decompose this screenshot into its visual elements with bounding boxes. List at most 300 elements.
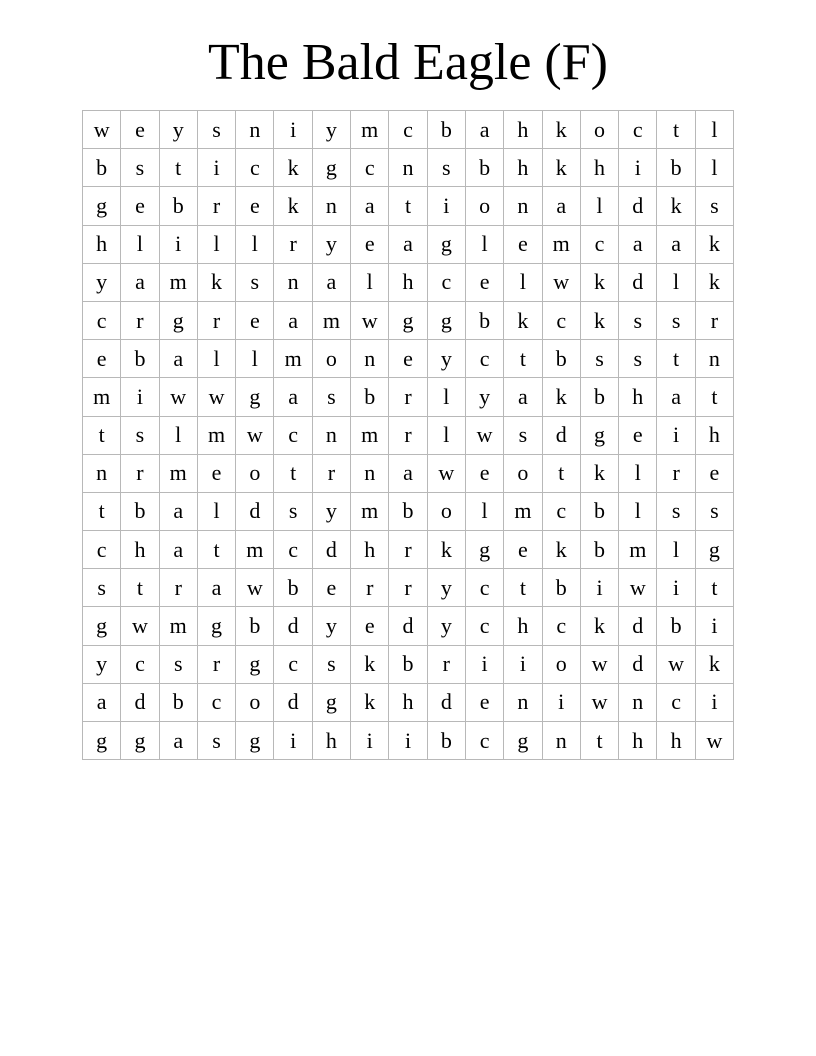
- grid-cell: i: [197, 149, 235, 187]
- grid-cell: n: [542, 722, 580, 760]
- grid-row: [83, 454, 734, 492]
- grid-cell: n: [351, 340, 389, 378]
- grid-cell: o: [465, 187, 503, 225]
- grid-cell: g: [197, 607, 235, 645]
- grid-cell: g: [580, 416, 618, 454]
- grid-cell: l: [197, 340, 235, 378]
- grid-cell: c: [465, 722, 503, 760]
- grid-cell: m: [159, 607, 197, 645]
- grid-cell: b: [274, 569, 312, 607]
- grid-cell: h: [389, 683, 427, 721]
- grid-cell: b: [427, 722, 465, 760]
- grid-row: [83, 301, 734, 339]
- grid-cell: b: [83, 149, 121, 187]
- grid-cell: b: [389, 492, 427, 530]
- grid-cell: w: [427, 454, 465, 492]
- grid-cell: n: [312, 416, 350, 454]
- grid-cell: c: [197, 683, 235, 721]
- grid-body: [83, 111, 734, 760]
- grid-cell: b: [580, 378, 618, 416]
- grid-cell: r: [121, 454, 159, 492]
- grid-cell: h: [619, 378, 657, 416]
- grid-cell: h: [351, 531, 389, 569]
- grid-cell: m: [351, 111, 389, 149]
- grid-cell: w: [542, 263, 580, 301]
- grid-cell: d: [274, 607, 312, 645]
- grid-cell: m: [542, 225, 580, 263]
- grid-cell: m: [351, 492, 389, 530]
- grid-cell: r: [657, 454, 695, 492]
- grid-cell: l: [504, 263, 542, 301]
- grid-cell: s: [504, 416, 542, 454]
- grid-cell: r: [389, 416, 427, 454]
- grid-cell: h: [695, 416, 733, 454]
- grid-cell: m: [274, 340, 312, 378]
- grid-cell: s: [197, 722, 235, 760]
- grid-cell: o: [312, 340, 350, 378]
- grid-cell: c: [389, 111, 427, 149]
- grid-cell: b: [389, 645, 427, 683]
- grid-cell: h: [504, 149, 542, 187]
- grid-cell: a: [159, 531, 197, 569]
- grid-cell: y: [427, 569, 465, 607]
- grid-cell: d: [236, 492, 274, 530]
- grid-cell: i: [657, 569, 695, 607]
- grid-cell: b: [427, 111, 465, 149]
- grid-cell: g: [427, 225, 465, 263]
- grid-cell: e: [465, 683, 503, 721]
- grid-cell: n: [504, 683, 542, 721]
- grid-cell: b: [542, 569, 580, 607]
- grid-cell: m: [504, 492, 542, 530]
- grid-cell: r: [197, 645, 235, 683]
- grid-cell: t: [695, 378, 733, 416]
- grid-cell: y: [465, 378, 503, 416]
- grid-cell: l: [197, 225, 235, 263]
- grid-cell: g: [427, 301, 465, 339]
- grid-cell: l: [121, 225, 159, 263]
- grid-cell: i: [274, 722, 312, 760]
- grid-cell: g: [389, 301, 427, 339]
- grid-cell: c: [236, 149, 274, 187]
- grid-cell: e: [236, 187, 274, 225]
- grid-cell: o: [542, 645, 580, 683]
- grid-cell: c: [542, 492, 580, 530]
- grid-cell: m: [159, 454, 197, 492]
- grid-cell: i: [695, 607, 733, 645]
- grid-cell: y: [427, 340, 465, 378]
- grid-cell: s: [83, 569, 121, 607]
- grid-cell: b: [580, 492, 618, 530]
- grid-cell: d: [312, 531, 350, 569]
- grid-cell: b: [121, 340, 159, 378]
- grid-cell: i: [159, 225, 197, 263]
- grid-cell: k: [580, 263, 618, 301]
- grid-cell: m: [619, 531, 657, 569]
- grid-cell: a: [389, 454, 427, 492]
- grid-cell: a: [121, 263, 159, 301]
- grid-cell: g: [83, 722, 121, 760]
- grid-cell: s: [159, 645, 197, 683]
- grid-cell: d: [619, 263, 657, 301]
- grid-cell: e: [312, 569, 350, 607]
- grid-row: [83, 722, 734, 760]
- grid-cell: k: [542, 531, 580, 569]
- grid-cell: b: [465, 149, 503, 187]
- grid-cell: m: [83, 378, 121, 416]
- grid-cell: s: [121, 149, 159, 187]
- grid-cell: b: [236, 607, 274, 645]
- grid-cell: t: [695, 569, 733, 607]
- grid-cell: i: [351, 722, 389, 760]
- grid-cell: r: [312, 454, 350, 492]
- grid-cell: r: [389, 569, 427, 607]
- grid-row: [83, 683, 734, 721]
- grid-cell: l: [580, 187, 618, 225]
- grid-cell: e: [504, 531, 542, 569]
- grid-cell: k: [695, 645, 733, 683]
- grid-cell: k: [504, 301, 542, 339]
- grid-cell: a: [351, 187, 389, 225]
- grid-cell: s: [312, 645, 350, 683]
- grid-cell: l: [695, 111, 733, 149]
- grid-cell: g: [465, 531, 503, 569]
- grid-cell: l: [197, 492, 235, 530]
- grid-cell: r: [197, 301, 235, 339]
- grid-row: [83, 111, 734, 149]
- grid-cell: t: [83, 416, 121, 454]
- grid-cell: l: [695, 149, 733, 187]
- grid-cell: m: [159, 263, 197, 301]
- grid-cell: w: [159, 378, 197, 416]
- grid-cell: t: [657, 111, 695, 149]
- grid-cell: t: [542, 454, 580, 492]
- grid-cell: n: [312, 187, 350, 225]
- grid-cell: b: [657, 149, 695, 187]
- grid-cell: g: [504, 722, 542, 760]
- grid-cell: a: [159, 492, 197, 530]
- grid-cell: g: [159, 301, 197, 339]
- grid-cell: d: [389, 607, 427, 645]
- grid-cell: c: [465, 569, 503, 607]
- grid-cell: y: [83, 645, 121, 683]
- grid-row: [83, 225, 734, 263]
- page-title: The Bald Eagle (F): [208, 34, 608, 91]
- grid-cell: a: [312, 263, 350, 301]
- grid-cell: a: [619, 225, 657, 263]
- grid-cell: n: [351, 454, 389, 492]
- grid-cell: w: [236, 569, 274, 607]
- grid-cell: a: [197, 569, 235, 607]
- grid-cell: l: [427, 416, 465, 454]
- grid-cell: i: [695, 683, 733, 721]
- grid-cell: t: [83, 492, 121, 530]
- grid-cell: w: [351, 301, 389, 339]
- grid-cell: h: [312, 722, 350, 760]
- grid-cell: t: [504, 569, 542, 607]
- grid-cell: h: [504, 607, 542, 645]
- grid-row: [83, 607, 734, 645]
- grid-cell: i: [504, 645, 542, 683]
- grid-cell: r: [197, 187, 235, 225]
- grid-cell: c: [580, 225, 618, 263]
- grid-cell: w: [121, 607, 159, 645]
- grid-cell: a: [389, 225, 427, 263]
- grid-cell: s: [619, 340, 657, 378]
- grid-cell: l: [619, 492, 657, 530]
- grid-cell: r: [159, 569, 197, 607]
- grid-cell: y: [312, 492, 350, 530]
- grid-cell: r: [389, 378, 427, 416]
- grid-cell: y: [312, 225, 350, 263]
- grid-cell: r: [274, 225, 312, 263]
- grid-row: [83, 645, 734, 683]
- grid-cell: d: [619, 187, 657, 225]
- grid-cell: c: [657, 683, 695, 721]
- grid-cell: k: [197, 263, 235, 301]
- grid-cell: b: [121, 492, 159, 530]
- grid-cell: a: [159, 722, 197, 760]
- grid-cell: e: [465, 454, 503, 492]
- grid-cell: g: [83, 607, 121, 645]
- grid-cell: m: [351, 416, 389, 454]
- grid-cell: b: [465, 301, 503, 339]
- grid-cell: n: [504, 187, 542, 225]
- grid-cell: d: [121, 683, 159, 721]
- grid-cell: r: [695, 301, 733, 339]
- grid-cell: c: [465, 340, 503, 378]
- grid-cell: l: [657, 531, 695, 569]
- grid-cell: s: [619, 301, 657, 339]
- grid-cell: s: [695, 492, 733, 530]
- grid-cell: c: [542, 301, 580, 339]
- grid-cell: e: [83, 340, 121, 378]
- grid-cell: d: [542, 416, 580, 454]
- grid-cell: y: [83, 263, 121, 301]
- grid-cell: s: [580, 340, 618, 378]
- grid-cell: l: [619, 454, 657, 492]
- grid-cell: y: [312, 111, 350, 149]
- grid-cell: s: [312, 378, 350, 416]
- grid-cell: e: [351, 225, 389, 263]
- grid-cell: h: [580, 149, 618, 187]
- grid-cell: l: [236, 340, 274, 378]
- grid-cell: w: [197, 378, 235, 416]
- grid-cell: g: [236, 645, 274, 683]
- grid-cell: b: [657, 607, 695, 645]
- grid-cell: a: [542, 187, 580, 225]
- grid-cell: e: [695, 454, 733, 492]
- grid-cell: k: [427, 531, 465, 569]
- grid-cell: c: [619, 111, 657, 149]
- grid-cell: h: [657, 722, 695, 760]
- grid-cell: a: [83, 683, 121, 721]
- grid-cell: t: [121, 569, 159, 607]
- grid-cell: i: [580, 569, 618, 607]
- grid-cell: a: [159, 340, 197, 378]
- grid-cell: a: [504, 378, 542, 416]
- grid-cell: w: [657, 645, 695, 683]
- grid-cell: b: [159, 187, 197, 225]
- grid-cell: c: [351, 149, 389, 187]
- grid-cell: d: [619, 607, 657, 645]
- grid-cell: e: [121, 111, 159, 149]
- grid-cell: c: [274, 531, 312, 569]
- grid-cell: s: [427, 149, 465, 187]
- grid-cell: w: [83, 111, 121, 149]
- grid-cell: w: [465, 416, 503, 454]
- grid-cell: y: [312, 607, 350, 645]
- grid-cell: e: [619, 416, 657, 454]
- grid-cell: s: [657, 492, 695, 530]
- grid-cell: r: [389, 531, 427, 569]
- grid-cell: g: [312, 149, 350, 187]
- grid-cell: s: [695, 187, 733, 225]
- grid-cell: d: [427, 683, 465, 721]
- grid-cell: i: [542, 683, 580, 721]
- grid-cell: k: [274, 149, 312, 187]
- grid-cell: a: [465, 111, 503, 149]
- grid-cell: i: [389, 722, 427, 760]
- grid-cell: t: [504, 340, 542, 378]
- grid-cell: a: [657, 225, 695, 263]
- grid-cell: w: [619, 569, 657, 607]
- grid-cell: s: [121, 416, 159, 454]
- grid-cell: k: [274, 187, 312, 225]
- grid-cell: k: [695, 225, 733, 263]
- grid-cell: w: [236, 416, 274, 454]
- grid-cell: h: [619, 722, 657, 760]
- grid-cell: g: [236, 378, 274, 416]
- grid-cell: w: [580, 645, 618, 683]
- grid-cell: k: [580, 454, 618, 492]
- grid-cell: h: [83, 225, 121, 263]
- grid-cell: m: [236, 531, 274, 569]
- grid-cell: k: [657, 187, 695, 225]
- grid-row: [83, 149, 734, 187]
- grid-cell: i: [427, 187, 465, 225]
- grid-cell: e: [197, 454, 235, 492]
- grid-cell: l: [465, 492, 503, 530]
- grid-cell: n: [619, 683, 657, 721]
- grid-cell: i: [657, 416, 695, 454]
- grid-cell: a: [274, 378, 312, 416]
- grid-row: [83, 187, 734, 225]
- grid-cell: g: [121, 722, 159, 760]
- grid-cell: i: [274, 111, 312, 149]
- grid-cell: o: [580, 111, 618, 149]
- grid-cell: k: [351, 683, 389, 721]
- grid-row: [83, 416, 734, 454]
- grid-cell: l: [236, 225, 274, 263]
- grid-cell: o: [236, 683, 274, 721]
- grid-cell: e: [351, 607, 389, 645]
- grid-cell: b: [159, 683, 197, 721]
- grid-cell: s: [197, 111, 235, 149]
- grid-cell: t: [389, 187, 427, 225]
- grid-cell: n: [83, 454, 121, 492]
- grid-cell: y: [427, 607, 465, 645]
- grid-cell: g: [312, 683, 350, 721]
- grid-cell: h: [121, 531, 159, 569]
- grid-cell: t: [197, 531, 235, 569]
- grid-cell: t: [274, 454, 312, 492]
- grid-cell: c: [83, 531, 121, 569]
- grid-cell: c: [83, 301, 121, 339]
- grid-cell: w: [695, 722, 733, 760]
- grid-cell: r: [351, 569, 389, 607]
- grid-row: [83, 263, 734, 301]
- grid-cell: b: [351, 378, 389, 416]
- grid-cell: h: [504, 111, 542, 149]
- grid-cell: c: [427, 263, 465, 301]
- grid-cell: s: [274, 492, 312, 530]
- grid-cell: e: [236, 301, 274, 339]
- grid-cell: y: [159, 111, 197, 149]
- grid-row: [83, 569, 734, 607]
- grid-cell: g: [695, 531, 733, 569]
- grid-cell: k: [542, 149, 580, 187]
- grid-cell: n: [274, 263, 312, 301]
- grid-cell: r: [427, 645, 465, 683]
- grid-cell: t: [657, 340, 695, 378]
- grid-cell: w: [580, 683, 618, 721]
- grid-cell: t: [159, 149, 197, 187]
- grid-cell: n: [389, 149, 427, 187]
- grid-cell: c: [121, 645, 159, 683]
- grid-cell: l: [351, 263, 389, 301]
- grid-cell: k: [580, 607, 618, 645]
- grid-cell: i: [121, 378, 159, 416]
- grid-cell: r: [121, 301, 159, 339]
- grid-cell: e: [389, 340, 427, 378]
- grid-cell: l: [465, 225, 503, 263]
- grid-cell: b: [542, 340, 580, 378]
- grid-cell: n: [695, 340, 733, 378]
- grid-cell: c: [542, 607, 580, 645]
- grid-row: [83, 340, 734, 378]
- grid-cell: d: [619, 645, 657, 683]
- grid-cell: k: [695, 263, 733, 301]
- grid-cell: k: [580, 301, 618, 339]
- grid-cell: l: [427, 378, 465, 416]
- grid-cell: l: [159, 416, 197, 454]
- grid-cell: o: [504, 454, 542, 492]
- grid-cell: s: [657, 301, 695, 339]
- grid-cell: k: [542, 378, 580, 416]
- grid-cell: o: [427, 492, 465, 530]
- grid-cell: d: [274, 683, 312, 721]
- grid-cell: a: [274, 301, 312, 339]
- grid-cell: c: [274, 645, 312, 683]
- grid-cell: a: [657, 378, 695, 416]
- grid-cell: h: [389, 263, 427, 301]
- grid-cell: o: [236, 454, 274, 492]
- grid-cell: b: [580, 531, 618, 569]
- grid-cell: g: [236, 722, 274, 760]
- grid-row: [83, 378, 734, 416]
- grid-row: [83, 492, 734, 530]
- word-search-grid: [82, 110, 734, 760]
- grid-cell: s: [236, 263, 274, 301]
- grid-cell: n: [236, 111, 274, 149]
- grid-cell: k: [351, 645, 389, 683]
- grid-cell: c: [465, 607, 503, 645]
- grid-cell: t: [580, 722, 618, 760]
- grid-cell: k: [542, 111, 580, 149]
- grid-cell: e: [121, 187, 159, 225]
- grid-cell: i: [465, 645, 503, 683]
